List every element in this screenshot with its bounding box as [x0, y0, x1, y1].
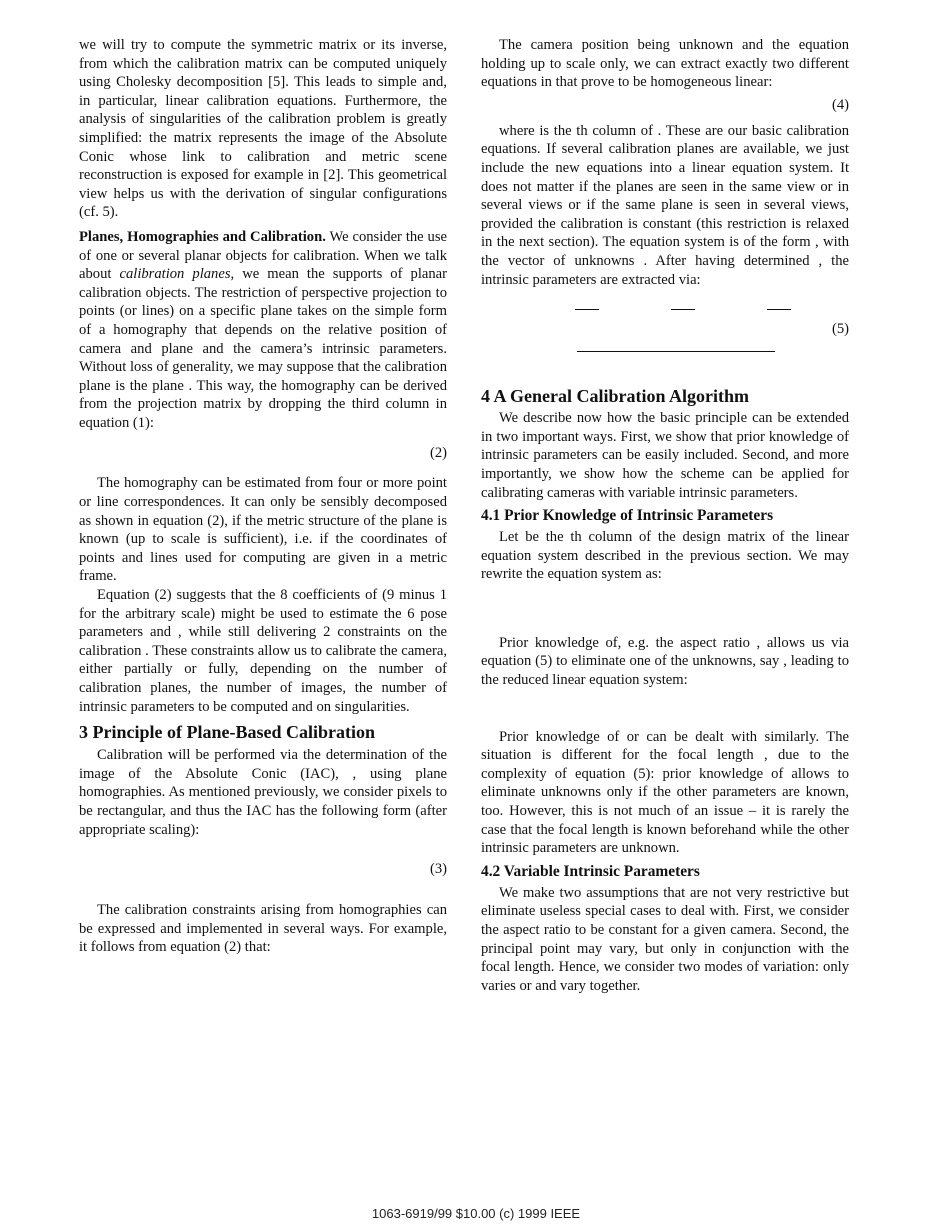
section-4-intro: We describe now how the basic principle can be extended in two important ways. First, we show that prior knowledge of intrinsic parameters can be easily included. Second, and more importantly, we show how the scheme can be applied for calibrating cameras with variable intrinsic parameters. [481, 410, 849, 501]
calibration-planes-term: calibration planes [119, 266, 231, 283]
section-4-heading: 4 A General Calibration Algorithm [481, 386, 749, 407]
right-column [481, 36, 849, 995]
section-4-2-heading: 4.2 Variable Intrinsic Parameters [481, 862, 700, 880]
homography-paragraph: The homography can be estimated from four or more point or line correspondences. It can only be sensibly decomposed as shown in equation (2), if the metric structure of the plane is known (up to scale is sufficient), i.e. if the coordinates of points and lines used for computing are given in a metric frame. [79, 475, 447, 585]
equation-reduced-system [481, 690, 849, 728]
fraction-bar [671, 309, 695, 310]
copyright-footer: 1063-6919/99 $10.00 (c) 1999 IEEE [371, 1206, 581, 1221]
equation2-paragraph: Equation (2) suggests that the 8 coefficients of (9 minus 1 for the arbitrary scale) might be used to estimate the 6 pose parameters and , while still delivering 2 constraints on the calibration . These constraints allow us to calibrate the camera, either partially or fully, depending on the number of calibration planes, the number of images, the number of intrinsic parameters to be computed and on singularities. [79, 587, 447, 715]
focal-length-paragraph: Prior knowledge of or can be dealt with similarly. The situation is different for the focal length , due to the complexity of equation (5): prior knowledge of allows to eliminate unknowns only if the other parameters are known, too. However, this is not much of an issue – it is rarely the case that the focal length is known beforehand while the other intrinsic parameters are unknown. [481, 728, 849, 857]
design-matrix-paragraph: Let be the th column of the design matrix of the linear equation system described in the previous section. We may rewrite the equation system as: [481, 529, 849, 583]
equation-2 [79, 432, 447, 474]
equation-number-3: (3) [429, 861, 447, 878]
left-column [79, 36, 447, 957]
fraction-bar [767, 309, 791, 310]
equation-number-2: (2) [429, 445, 447, 462]
fraction-bar [575, 309, 599, 310]
basic-equations-paragraph: where is the th column of . These are our basic calibration equations. If several calibration planes are available, we just include the new equations into a linear equation system. It does not matter if the planes are seen in the same view or in several views or if the same plane is seen in several views, provided the calibration is constant (this restriction is relaxed in the next section). The equation system is of the form , with the vector of unknowns . After having determined , the intrinsic parameters are extracted via: [481, 122, 849, 288]
section-4-1-heading: 4.1 Prior Knowledge of Intrinsic Parameters [481, 507, 774, 525]
iac-paragraph: Calibration will be performed via the determination of the image of the Absolute Conic (IAC), , using plane homographies. As mentioned previously, we consider pixels to be rectangular, and thus the IAC has the following form (after appropriate scaling): [79, 747, 447, 838]
equation-design-system [481, 584, 849, 634]
constraints-paragraph: The calibration constraints arising from homographies can be expressed and implemented in several ways. For example, it follows from equation (2) that: [79, 902, 447, 956]
equation-number-4: (4) [831, 96, 849, 113]
planes-run-in-heading: Planes, Homographies and Calibration. [79, 228, 326, 245]
section-3-heading: 3 Principle of Plane-Based Calibration [79, 722, 375, 743]
equation-4 [481, 92, 849, 122]
planes-text-a: We consider the use of one or several planar objects for calibration. When we talk about [79, 228, 448, 283]
left-paragraph-1: we will try to compute the symmetric matrix or its inverse, from which the calibration matrix can be computed uniquely using Cholesky decomposition [5]. This leads to simple and, in particular, linear calibration equations. Furthermore, the analysis of singularities of the calibration problem is greatly simplified: the matrix represents the image of the Absolute Conic whose link to calibration and metric scene reconstruction is exposed for example in [2]. This geometrical view helps us with the derivation of singular configurations (cf. 5). [79, 37, 447, 221]
aspect-ratio-paragraph: Prior knowledge of, e.g. the aspect ratio , allows us via equation (5) to eliminate one of the unknowns, say , leading to the reduced linear equation system: [481, 634, 849, 689]
equation-3 [79, 839, 447, 901]
variable-params-paragraph: We make two assumptions that are not very restrictive but eliminate useless special cases to deal with. First, we consider the aspect ratio to be constant for a given camera. Second, the principal point may vary, but only in conjunction with the focal length. Hence, we consider two modes of variation: only varies or and vary together. [481, 884, 849, 994]
fraction-bar [577, 351, 775, 352]
equation-number-5: (5) [831, 321, 849, 338]
camera-position-paragraph: The camera position being unknown and the equation holding up to scale only, we can extract exactly two different equations in that prove to be homogeneous linear: [481, 37, 849, 91]
planes-text-b: , we mean the supports of planar calibration objects. The restriction of perspective projection to points (or lines) on a specific plane takes on the simple form of a homography that depends on the relative position of camera and plane and the camera’s intrinsic parameters. Without loss of generality, we may suppose that the calibration plane is the plane . This way, the homography can be derived from the projection matrix by dropping the third column in equation (1): [79, 266, 447, 431]
equation-5 [481, 289, 849, 379]
planes-paragraph [79, 228, 447, 433]
